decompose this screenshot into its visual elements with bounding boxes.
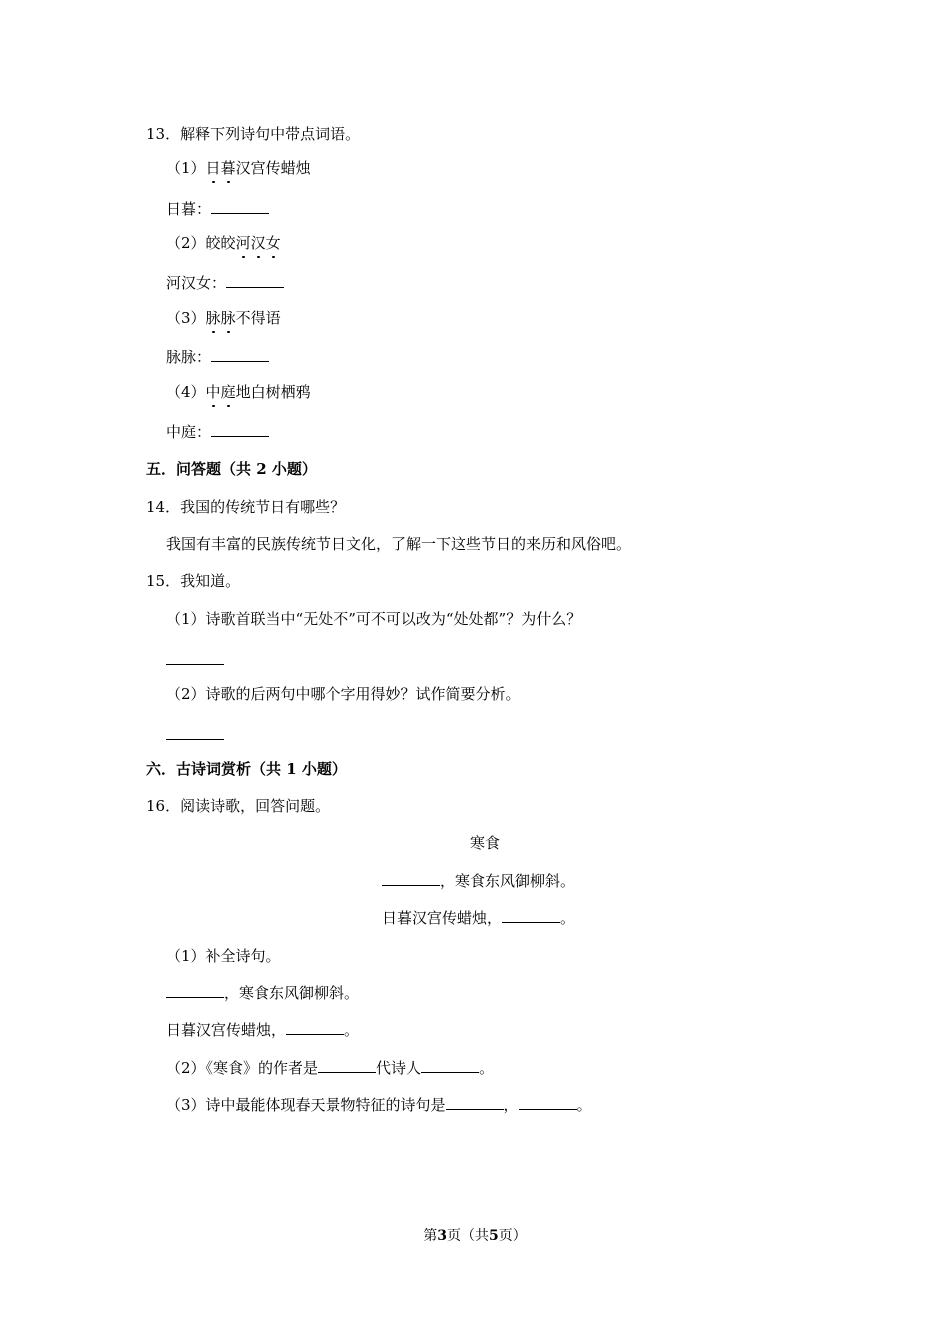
page-number: 3	[437, 1228, 447, 1244]
sub2-text-b: 代诗人	[376, 1059, 422, 1077]
answer-blank[interactable]	[211, 422, 269, 437]
q13-title: 13．解释下列诗句中带点词语。	[146, 125, 361, 143]
sub3-text-b: ，	[503, 1096, 519, 1114]
q16-sub3	[166, 1095, 592, 1115]
q14-title: 14．我国的传统节日有哪些？	[146, 498, 346, 516]
poem-text: ，寒食东风御柳斜。	[440, 872, 576, 890]
sub2-text-a: （2）《寒食》的作者是	[166, 1059, 319, 1077]
sub3-text-a: （3）诗中最能体现春天景物特征的诗句是	[166, 1096, 446, 1114]
section-5-heading: 五．问答题（共 2 小题）	[146, 460, 317, 478]
poem-blank[interactable]	[382, 871, 440, 886]
page-footer	[0, 1226, 950, 1246]
q16-sub2	[166, 1058, 494, 1078]
q15-sub1: （1）诗歌首联当中“无处不”可不可以改为“处处都”？为什么？	[166, 610, 582, 628]
footer-text: 页（共	[447, 1228, 489, 1244]
item-rest: 不得语	[235, 309, 281, 327]
answer-blank[interactable]	[166, 983, 224, 998]
sub3-text-c: 。	[576, 1096, 592, 1114]
footer-text: 页）	[498, 1228, 527, 1244]
q15-sub2: （2）诗歌的后两句中哪个字用得妙？试作简要分析。	[166, 685, 521, 703]
q16-sub1-line-2	[166, 1020, 359, 1040]
answer-label: 中庭：	[166, 423, 212, 441]
answer-label: 脉脉：	[166, 348, 212, 366]
dotted-char: 中	[205, 383, 221, 401]
answer-blank[interactable]	[446, 1095, 504, 1110]
answer-blank[interactable]	[211, 347, 269, 362]
q13-item-2	[166, 233, 281, 253]
section-6-heading: 六．古诗词赏析（共 1 小题）	[146, 760, 347, 778]
dotted-char: 脉	[205, 309, 221, 327]
poem-title: 寒食	[470, 834, 501, 852]
dotted-char: 暮	[220, 159, 236, 177]
dotted-word	[206, 383, 236, 401]
dotted-word	[206, 309, 236, 327]
q13-item-3	[166, 308, 281, 328]
item-prefix: （3）	[166, 309, 206, 327]
poem-text: 。	[344, 1021, 360, 1039]
dotted-char: 庭	[220, 383, 236, 401]
page-total: 5	[489, 1228, 499, 1244]
dotted-char: 日	[205, 159, 221, 177]
dotted-char: 河	[235, 234, 251, 252]
q15-answer-blank-2[interactable]	[166, 738, 224, 740]
dotted-char: 脉	[220, 309, 236, 327]
q16-sub1-line-1	[166, 983, 359, 1003]
q13-answer-1	[166, 199, 269, 219]
q13-answer-2	[166, 273, 284, 293]
q13-item-1	[166, 158, 311, 178]
footer-text: 第	[423, 1228, 438, 1244]
answer-label: 日暮：	[166, 200, 212, 218]
answer-blank[interactable]	[519, 1095, 577, 1110]
poem-text: ，寒食东风御柳斜。	[224, 984, 360, 1002]
poem-blank[interactable]	[502, 908, 560, 923]
poem-text: 日暮汉宫传蜡烛，	[382, 909, 503, 927]
poem-line-1	[382, 871, 575, 891]
poem-line-2	[382, 908, 575, 928]
q13-item-4	[166, 382, 311, 402]
q16-sub1: （1）补全诗句。	[166, 947, 281, 965]
item-prefix: （4）	[166, 383, 206, 401]
q13-answer-3	[166, 347, 269, 367]
dotted-char: 汉	[250, 234, 266, 252]
item-rest: 地白树栖鸦	[235, 383, 311, 401]
q14-text: 我国有丰富的民族传统节日文化，了解一下这些节日的来历和风俗吧。	[166, 535, 632, 553]
poem-text: 日暮汉宫传蜡烛，	[166, 1021, 287, 1039]
poem-text: 。	[560, 909, 576, 927]
item-prefix: （2）	[166, 234, 206, 252]
item-prefix: （1）	[166, 159, 206, 177]
item-pre: 皎皎	[205, 234, 236, 252]
answer-label: 河汉女：	[166, 274, 227, 292]
dotted-char: 女	[265, 234, 281, 252]
answer-blank[interactable]	[226, 273, 284, 288]
q16-title: 16．阅读诗歌，回答问题。	[146, 797, 331, 815]
answer-blank[interactable]	[421, 1058, 479, 1073]
answer-blank[interactable]	[211, 199, 269, 214]
q15-title: 15．我知道。	[146, 572, 241, 590]
q15-answer-blank-1[interactable]	[166, 663, 224, 665]
answer-blank[interactable]	[286, 1020, 344, 1035]
dotted-word	[236, 234, 281, 252]
dotted-word	[206, 159, 236, 177]
q13-answer-4	[166, 422, 269, 442]
item-rest: 汉宫传蜡烛	[235, 159, 311, 177]
sub2-text-c: 。	[479, 1059, 495, 1077]
answer-blank[interactable]	[318, 1058, 376, 1073]
